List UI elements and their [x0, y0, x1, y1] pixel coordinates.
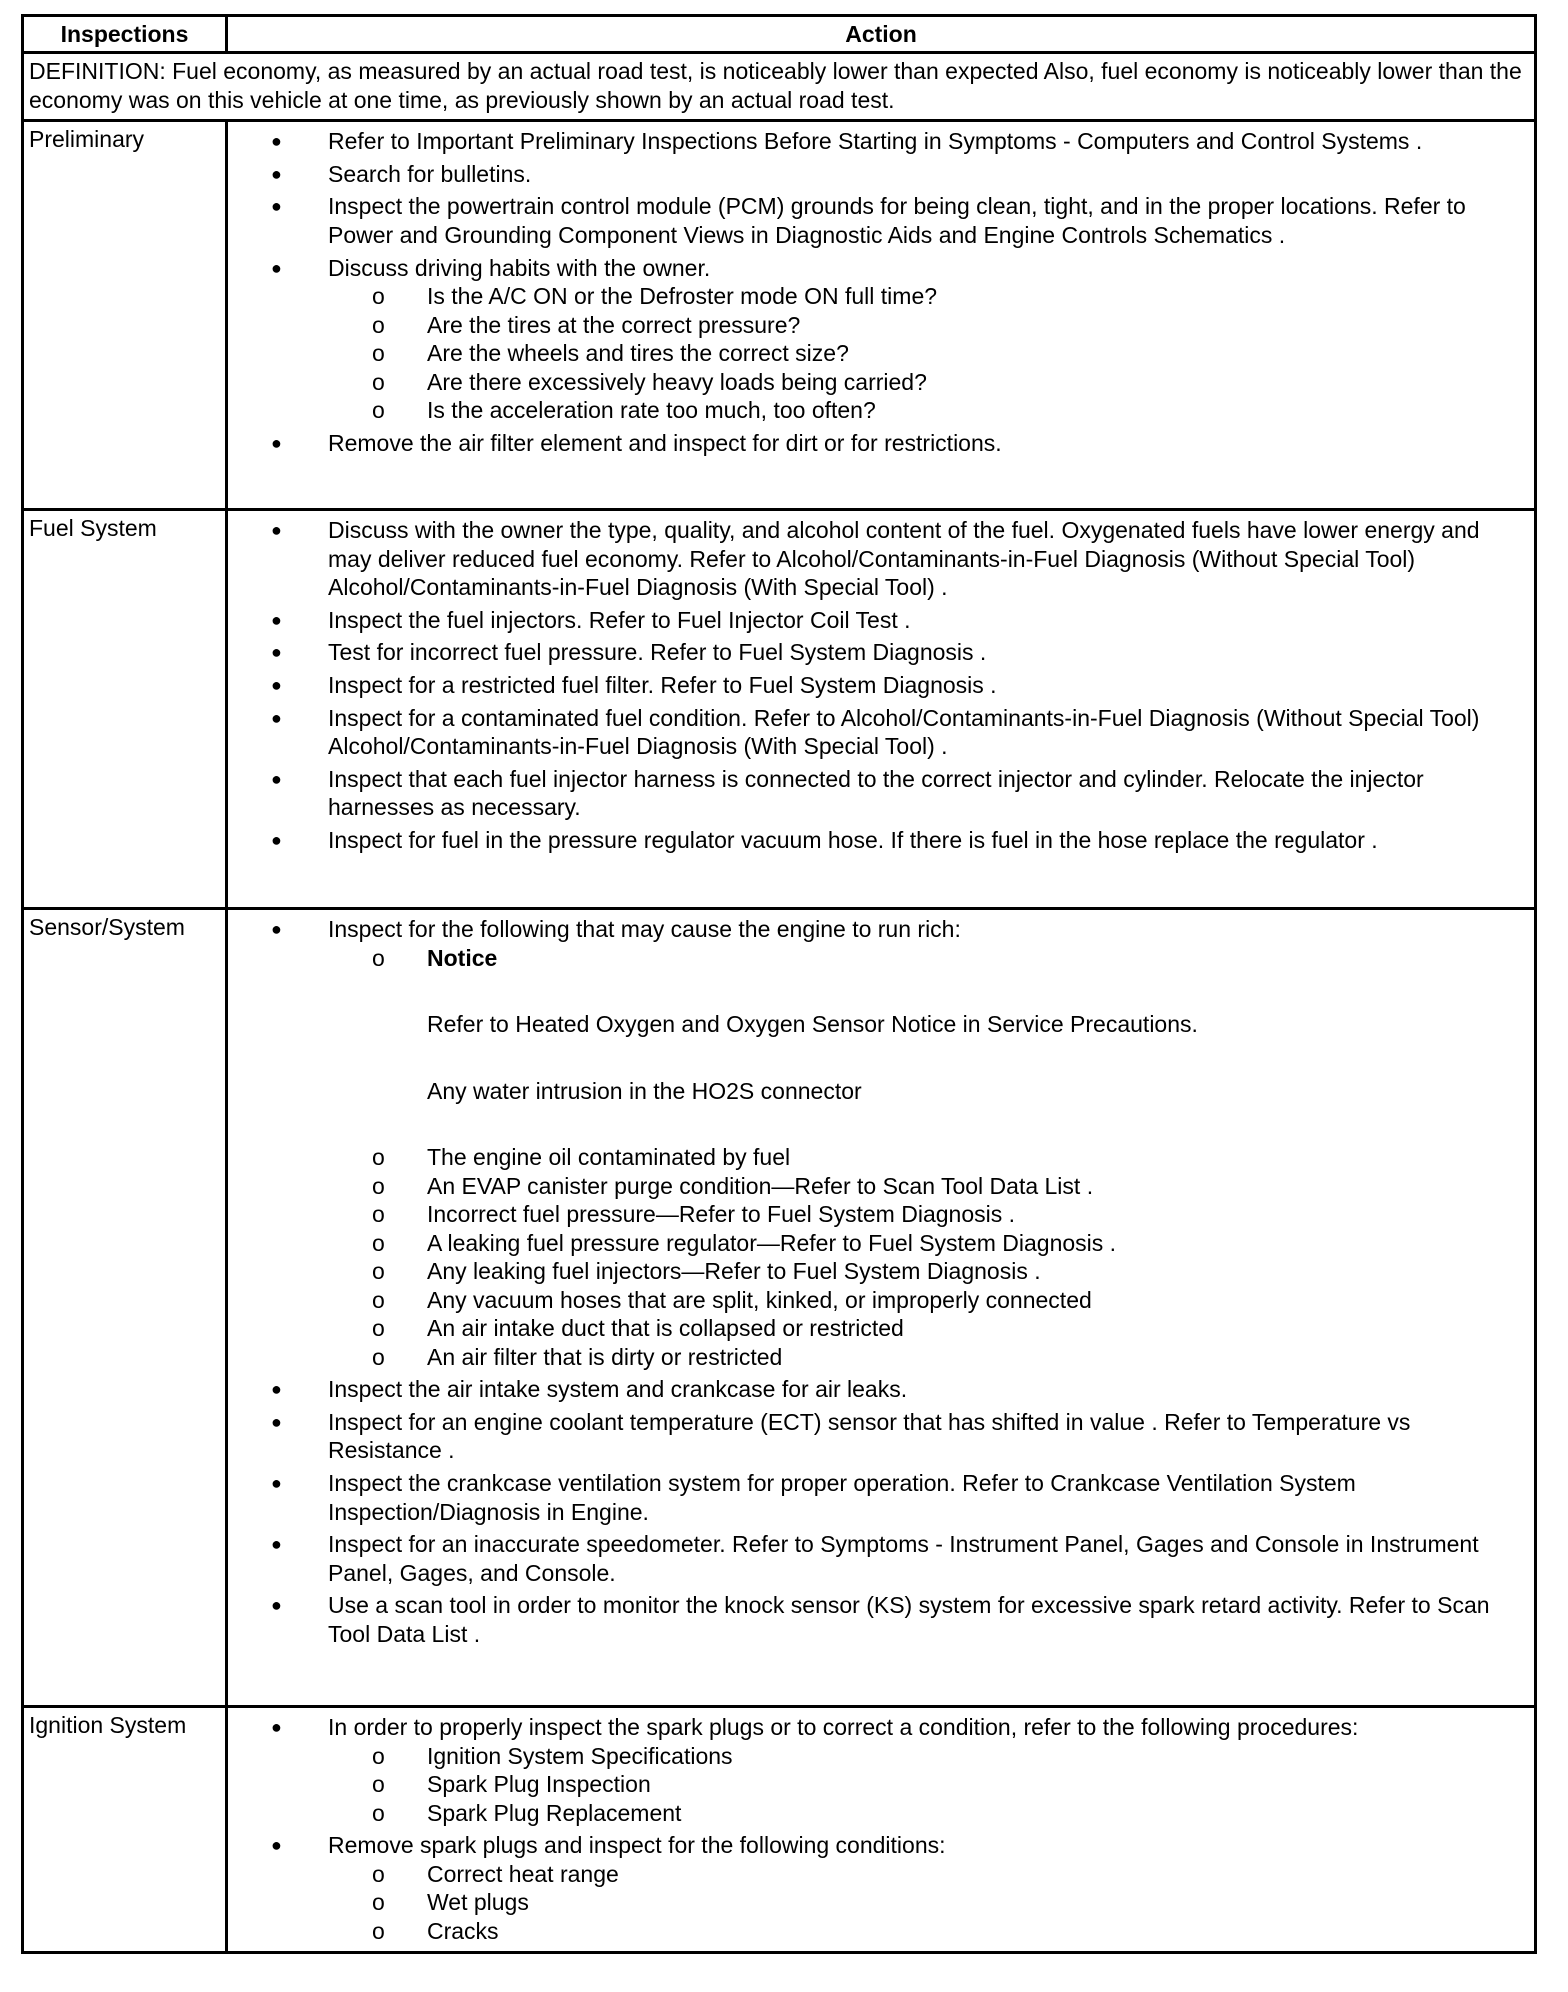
sub-bullet-icon: o — [372, 1258, 385, 1284]
list-item: ● Test for incorrect fuel pressure. Refer to Fuel System Diagnosis . — [271, 639, 987, 666]
list-item: ● Search for bulletins. — [271, 160, 532, 187]
list-item: ● Inspect for an engine coolant temperature (ECT) sensor that has shifted in value . Refer to Temperature vs Resistance . — [271, 1408, 1411, 1464]
sub-list — [328, 282, 1528, 425]
bullet-icon: ● — [271, 257, 282, 278]
sub-list-item: o Is the acceleration rate too much, too often? — [372, 397, 876, 424]
bullet-list — [228, 516, 1528, 855]
bullet-list — [228, 1713, 1528, 1945]
bullet-icon: ● — [271, 1379, 282, 1400]
notice-item — [372, 944, 1528, 1106]
sub-list — [328, 944, 1528, 1372]
sub-list-item: o Incorrect fuel pressure—Refer to Fuel System Diagnosis . — [372, 1201, 1016, 1227]
bullet-icon: ● — [271, 609, 282, 630]
row-actions-preliminary — [227, 121, 1536, 510]
list-item: ● In order to properly inspect the spark plugs or to correct a condition, refer to the following procedures: o Ignition System Specifications o Spark Plug Inspection o Spark Plug Replacement — [328, 1713, 1528, 1827]
row-actions-fuel-system — [227, 510, 1536, 909]
sub-list-item: o Are the tires at the correct pressure? — [372, 311, 801, 338]
sub-bullet-icon: o — [372, 1229, 385, 1256]
bullet-icon: ● — [271, 1534, 282, 1555]
bullet-icon: ● — [271, 830, 282, 851]
sub-bullet-icon: o — [372, 340, 385, 367]
sub-bullet-icon: o — [372, 1889, 385, 1916]
definition-text: DEFINITION: Fuel economy, as measured by an actual road test, is noticeably lower than expected Also, fuel economy is noticeably lower than the economy was on this vehicle at one time, as previously shown by an actual road test. — [23, 53, 1536, 121]
list-item: ● Inspect the fuel injectors. Refer to Fuel Injector Coil Test . — [271, 606, 911, 633]
table-row — [23, 909, 1536, 1707]
sub-bullet-icon: o — [372, 1144, 385, 1170]
list-item: ● Inspect for a contaminated fuel condition. Refer to Alcohol/Contaminants-in-Fuel Diagnosis (Without Special Tool) Alcohol/Contaminants-in-Fuel Diagnosis (With Special Tool) . — [271, 704, 1480, 760]
sub-list-item: o The engine oil contaminated by fuel — [372, 1144, 791, 1170]
sub-bullet-icon: o — [372, 1742, 385, 1769]
header-action: Action — [227, 16, 1536, 53]
bullet-icon: ● — [271, 432, 282, 453]
list-item: ● Inspect for the following that may cause the engine to run rich: o Notice Refer to Heated Oxygen and Oxygen Sensor Notice in Service Precautions. Any water intrusion in the HO2S connector o The engine oil contaminated by fuel o An EVAP canister purge condition—Refer to Scan Tool Data List . o Incorrect fuel pressure—Refer to Fuel System Diagnosis . o A leaking fuel pressure regulator—Refer to Fuel System Diagnosis . o Any leaking fuel injectors—Refer to Fuel System Diagnosis . o Any vacuum hoses that are split, kinked, or improperly connected o An air intake duct that is collapsed or restricted o An air filter that is dirty or restricted — [328, 915, 1528, 1371]
bullet-icon: ● — [271, 707, 282, 728]
bullet-icon: ● — [271, 1473, 282, 1494]
bullet-icon: ● — [271, 768, 282, 789]
sub-list-item: o An EVAP canister purge condition—Refer to Scan Tool Data List . — [372, 1172, 1094, 1199]
notice-text: Refer to Heated Oxygen and Oxygen Sensor Notice in Service Precautions. — [427, 1011, 1198, 1037]
sub-list-item: o Any leaking fuel injectors—Refer to Fuel System Diagnosis . — [372, 1258, 1041, 1284]
bullet-icon: ● — [271, 520, 282, 540]
sub-list-item: o An air filter that is dirty or restricted — [372, 1343, 783, 1370]
table-row — [23, 1707, 1536, 1953]
notice-item-text: Any water intrusion in the HO2S connector — [427, 1077, 862, 1104]
list-item: ● Refer to Important Preliminary Inspections Before Starting in Symptoms - Computers and Control Systems . — [271, 128, 1423, 154]
sub-bullet-icon: o — [372, 1860, 385, 1887]
row-label-preliminary: Preliminary — [23, 121, 227, 510]
row-label-fuel-system: Fuel System — [23, 510, 227, 909]
list-item: ● Inspect for a restricted fuel filter. Refer to Fuel System Diagnosis . — [271, 672, 997, 699]
sub-bullet-icon: o — [372, 311, 385, 338]
sub-bullet-icon: o — [372, 368, 385, 395]
sub-list-item: o Ignition System Specifications — [372, 1742, 733, 1769]
notice-title: Notice — [427, 944, 498, 971]
bullet-icon: ● — [271, 1595, 282, 1616]
bullet-list — [228, 127, 1528, 457]
sub-list-item: o Is the A/C ON or the Defroster mode ON full time? — [372, 283, 938, 310]
list-item: ● Use a scan tool in order to monitor the knock sensor (KS) system for excessive spark retard activity. Refer to Scan Tool Data List . — [271, 1592, 1490, 1647]
sub-list — [328, 1860, 1528, 1946]
bullet-icon: ● — [271, 1411, 282, 1432]
bullet-icon: ● — [271, 1835, 282, 1856]
list-item: ● Remove the air filter element and inspect for dirt or for restrictions. — [271, 429, 1002, 456]
sub-bullet-icon: o — [372, 1315, 385, 1341]
sub-bullet-icon: o — [372, 1799, 385, 1826]
bullet-icon: ● — [271, 163, 282, 184]
list-item: ● Discuss with the owner the type, quality, and alcohol content of the fuel. Oxygenated fuels have lower energy and may deliver reduced fuel economy. Refer to Alcohol/Contaminants-in-Fuel Diagnosis (Without Special Tool) Alcohol/Contaminants-in-Fuel Diagnosis (With Special Tool) . — [271, 517, 1480, 600]
sub-list-item: o An air intake duct that is collapsed or restricted — [372, 1315, 904, 1341]
sub-list-item: o Wet plugs — [372, 1889, 529, 1916]
table-row — [23, 510, 1536, 909]
sub-list-item: o Spark Plug Inspection — [372, 1771, 651, 1797]
sub-list-item: o Correct heat range — [372, 1860, 619, 1887]
list-item: ● Discuss driving habits with the owner. o Is the A/C ON or the Defroster mode ON full time? o Are the tires at the correct pressure? o Are the wheels and tires the correct size? o Are there excessively heavy loads being carried? o Is the acceleration rate too much, too often? — [328, 254, 1528, 425]
bullet-list — [228, 915, 1528, 1648]
sub-bullet-icon: o — [372, 283, 385, 310]
row-actions-sensor-system — [227, 909, 1536, 1707]
bullet-icon: ● — [271, 642, 282, 663]
row-label-sensor-system: Sensor/System — [23, 909, 227, 1707]
sub-bullet-icon: o — [372, 1286, 385, 1313]
list-item: ● Inspect that each fuel injector harness is connected to the correct injector and cylinder. Relocate the injector harnesses as necessary. — [271, 765, 1424, 821]
definition-row — [23, 53, 1536, 121]
sub-list-item: o Cracks — [372, 1917, 499, 1944]
sub-bullet-icon: o — [372, 1201, 385, 1227]
list-item: ● Inspect the crankcase ventilation system for proper operation. Refer to Crankcase Ventilation System Inspection/Diagnosis in Engine. — [271, 1470, 1356, 1525]
sub-bullet-icon: o — [372, 1771, 385, 1797]
sub-list-item: o Any vacuum hoses that are split, kinked, or improperly connected — [372, 1286, 1092, 1313]
bullet-icon: ● — [271, 131, 282, 151]
sub-list-item: o A leaking fuel pressure regulator—Refer to Fuel System Diagnosis . — [372, 1229, 1117, 1256]
table-row — [23, 121, 1536, 510]
bullet-icon: ● — [271, 196, 282, 217]
sub-bullet-icon: o — [372, 1917, 385, 1944]
header-inspections: Inspections — [23, 16, 227, 53]
sub-list-item: o Spark Plug Replacement — [372, 1799, 682, 1826]
bullet-icon: ● — [271, 919, 282, 939]
row-label-ignition-system: Ignition System — [23, 1707, 227, 1953]
list-item: ● Inspect for fuel in the pressure regulator vacuum hose. If there is fuel in the hose replace the regulator . — [271, 827, 1378, 854]
sub-list — [328, 1742, 1528, 1828]
bullet-icon: ● — [271, 675, 282, 696]
row-actions-ignition-system — [227, 1707, 1536, 1953]
sub-bullet-icon: o — [372, 1343, 385, 1370]
list-item: ● Inspect the air intake system and crankcase for air leaks. — [271, 1376, 908, 1403]
list-item: ● Remove spark plugs and inspect for the following conditions: o Correct heat range o Wet plugs o Cracks — [328, 1831, 1528, 1945]
sub-list-item: o Are there excessively heavy loads being carried? — [372, 368, 927, 395]
sub-bullet-icon: o — [372, 944, 385, 971]
table-header-row — [23, 16, 1536, 53]
list-item: ● Inspect the powertrain control module (PCM) grounds for being clean, tight, and in the proper locations. Refer to Power and Grounding Component Views in Diagnostic Aids and Engine Controls Schematics . — [271, 193, 1466, 248]
sub-bullet-icon: o — [372, 1172, 385, 1199]
sub-bullet-icon: o — [372, 397, 385, 424]
inspection-table — [21, 14, 1537, 1954]
list-item: ● Inspect for an inaccurate speedometer. Refer to Symptoms - Instrument Panel, Gages and Console in Instrument Panel, Gages, and Console. — [271, 1531, 1479, 1586]
bullet-icon: ● — [271, 1717, 282, 1737]
sub-list-item: o Are the wheels and tires the correct size? — [372, 340, 849, 367]
